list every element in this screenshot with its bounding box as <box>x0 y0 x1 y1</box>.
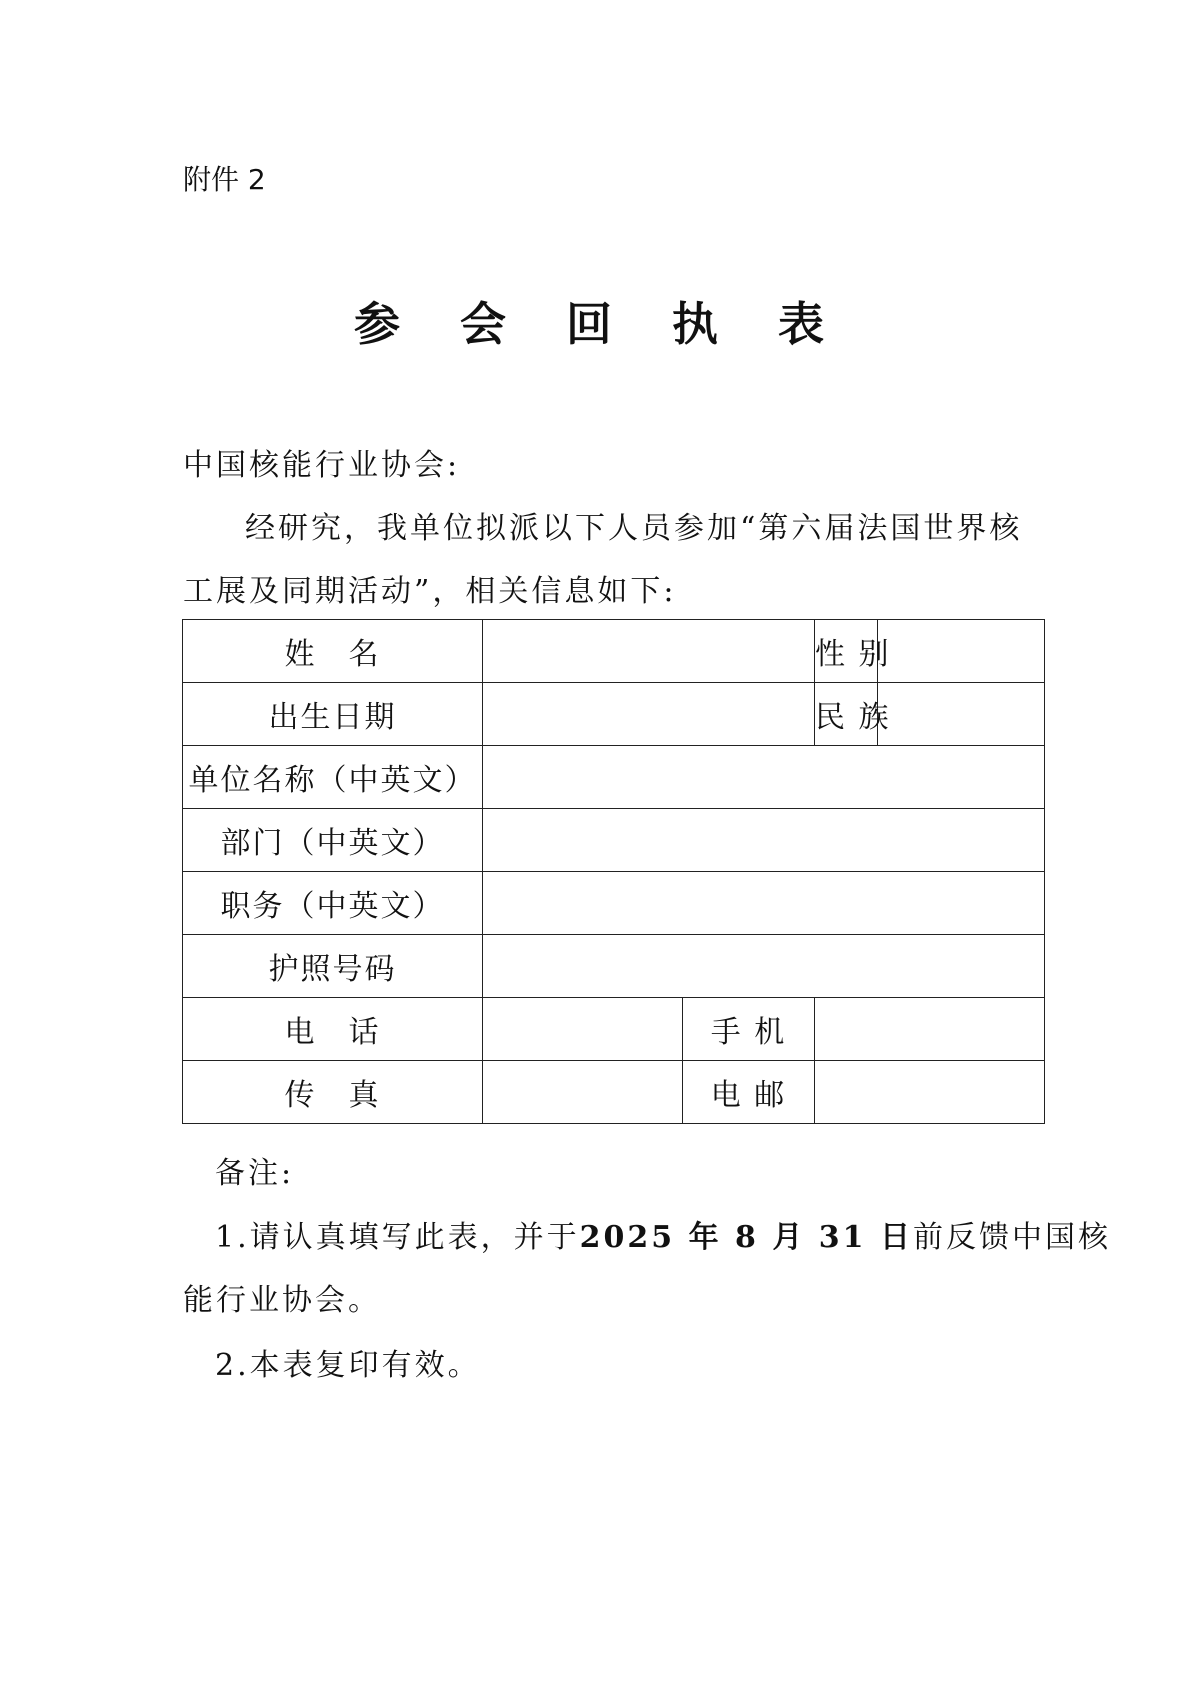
unit-name-field[interactable] <box>483 746 1045 809</box>
position-label: 职务（中英文） <box>183 872 483 935</box>
note-1-continued: 能行业协会。 <box>183 1283 381 1318</box>
notes-heading: 备注: <box>215 1156 295 1191</box>
mobile-label: 手 机 <box>683 998 815 1061</box>
position-field[interactable] <box>483 872 1045 935</box>
attachment-label: 附件 2 <box>183 163 266 196</box>
deadline-date: 2025 年 8 月 31 日 <box>579 1220 913 1255</box>
ethnicity-field[interactable] <box>878 683 1045 746</box>
mobile-field[interactable] <box>815 998 1045 1061</box>
note-1 <box>215 1212 1111 1256</box>
form-title: 参 会 回 执 表 <box>353 297 847 351</box>
addressee: 中国核能行业协会: <box>183 448 461 483</box>
birth-date-label: 出生日期 <box>183 683 483 746</box>
gender-label: 性 别 <box>815 620 878 683</box>
birth-date-field[interactable] <box>483 683 815 746</box>
email-field[interactable] <box>815 1061 1045 1124</box>
registration-form-table <box>182 619 1045 1124</box>
note-1-suffix: 前反馈中国核 <box>912 1220 1111 1255</box>
email-label: 电 邮 <box>683 1061 815 1124</box>
department-label: 部门（中英文） <box>183 809 483 872</box>
table-row <box>183 683 1045 746</box>
table-row <box>183 872 1045 935</box>
name-label: 姓 名 <box>183 620 483 683</box>
unit-name-label: 单位名称（中英文） <box>183 746 483 809</box>
letter-body-line1: 经研究，我单位拟派以下人员参加“第六届法国世界核 <box>245 511 1023 546</box>
name-field[interactable] <box>483 620 815 683</box>
table-row <box>183 746 1045 809</box>
ethnicity-label: 民 族 <box>815 683 878 746</box>
department-field[interactable] <box>483 809 1045 872</box>
fax-field[interactable] <box>483 1061 683 1124</box>
gender-field[interactable] <box>878 620 1045 683</box>
table-row <box>183 998 1045 1061</box>
letter-body-line2: 工展及同期活动”，相关信息如下: <box>183 574 677 609</box>
table-row <box>183 620 1045 683</box>
table-row <box>183 935 1045 998</box>
note-2: 2.本表复印有效。 <box>215 1348 481 1383</box>
fax-label: 传 真 <box>183 1061 483 1124</box>
passport-field[interactable] <box>483 935 1045 998</box>
table-row <box>183 809 1045 872</box>
passport-label: 护照号码 <box>183 935 483 998</box>
note-1-prefix: 1.请认真填写此表，并于 <box>215 1220 580 1255</box>
phone-label: 电 话 <box>183 998 483 1061</box>
phone-field[interactable] <box>483 998 683 1061</box>
table-row <box>183 1061 1045 1124</box>
